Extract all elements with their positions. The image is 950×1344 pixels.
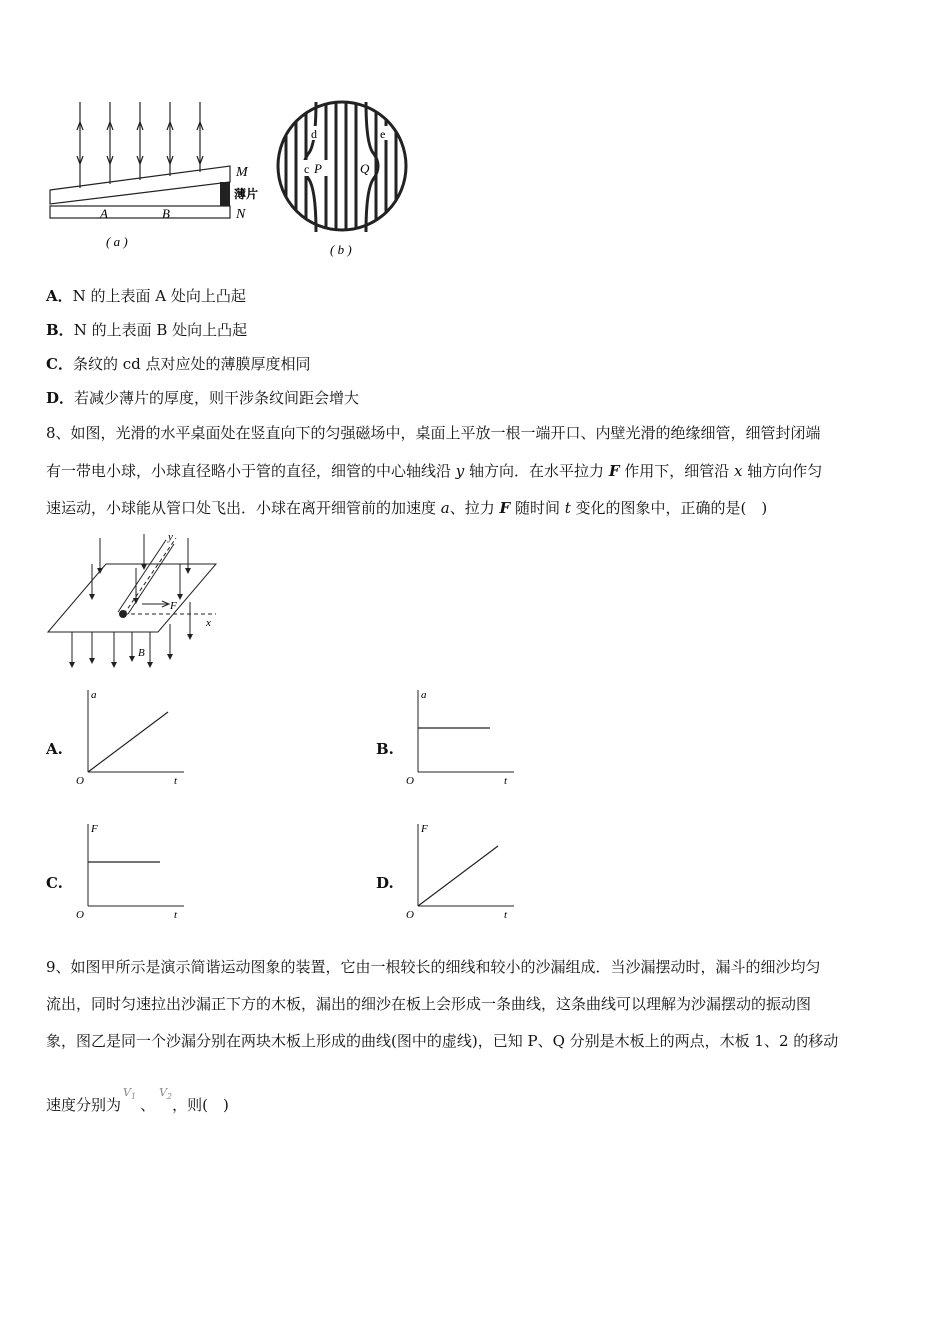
q7-option-c-prefix: C．	[46, 355, 73, 373]
x-axis-label: t	[504, 909, 508, 920]
q7-option-a-prefix: A．	[46, 287, 73, 305]
label-P: P	[314, 161, 322, 176]
q7-option-d-prefix: D．	[46, 389, 75, 407]
figure-b-fringes	[274, 96, 416, 264]
q7-option-c-text: 条纹的 cd 点对应处的薄膜厚度相同	[72, 355, 311, 373]
x-axis-label: t	[504, 775, 508, 786]
q8-option-a-label: A.	[46, 740, 63, 758]
q7-option-d	[46, 388, 359, 408]
v1-symbol: V	[123, 1086, 131, 1099]
label-Q: Q	[360, 161, 370, 176]
q8-graph-c	[72, 820, 192, 920]
label-A: A	[100, 206, 108, 221]
caption-a: ( a )	[106, 234, 128, 249]
q9-line-3: 象，图乙是同一个沙漏分别在两块木板上形成的曲线(图中的虚线)，已知 P、Q 分别是木板上的两点，木板 1、2 的移动	[46, 1032, 839, 1050]
label-N: N	[236, 207, 246, 222]
q9-line-1: 9、如图甲所示是演示简谐运动图象的装置，它由一根较长的细线和较小的沙漏组成．当沙漏摆动时，漏斗的细沙均匀	[46, 958, 821, 976]
q8-option-b-label: B.	[376, 740, 394, 758]
origin-label: O	[76, 775, 84, 786]
v2-symbol: V	[159, 1086, 168, 1099]
q8-option-c-label: C.	[46, 874, 63, 892]
q8-label-x: x	[206, 617, 211, 629]
q8-graph-b	[402, 686, 522, 786]
y-axis-label: F	[421, 823, 428, 835]
x-axis-label: t	[174, 775, 178, 786]
q7-option-b-text: N 的上表面 B 处向上凸起	[73, 321, 248, 339]
label-e: e	[380, 127, 386, 141]
origin-label: O	[76, 909, 84, 920]
q7-option-d-text: 若减少薄片的厚度，则干涉条纹间距会增大	[74, 389, 360, 407]
q8-option-d-label: D.	[376, 874, 394, 892]
q7-option-b	[46, 320, 247, 340]
q9-line-2: 流出，同时匀速拉出沙漏正下方的木板，漏出的细沙在板上会形成一条曲线，这条曲线可以理解为沙漏摆动的振动图	[46, 995, 812, 1013]
q9-line-4: 速度分别为$^{V_1}$ 、$^{V_2}$，则( )	[46, 1086, 229, 1114]
q8-line-2: 有一带电小球，小球直径略小于管的直径，细管的中心轴线沿 y 轴方向．在水平拉力 F 作用下，细管沿 x 轴方向作匀	[46, 462, 823, 480]
q7-option-a	[46, 286, 246, 306]
q7-option-a-text: N 的上表面 A 处向上凸起	[72, 287, 246, 305]
graph-line-ramp	[418, 846, 498, 906]
x-axis-label: t	[174, 909, 178, 920]
figure-a-wedge	[44, 100, 274, 260]
graph-line-ramp	[88, 712, 168, 772]
q7-option-c	[46, 354, 311, 374]
q8-line-3: 速运动，小球能从管口处飞出．小球在离开细管前的加速度 a、拉力 F 随时间 t 变化的图象中，正确的是( )	[46, 499, 768, 517]
y-axis-label: a	[91, 689, 97, 701]
label-M: M	[236, 165, 248, 180]
y-axis-label: F	[91, 823, 98, 835]
caption-b: ( b )	[330, 242, 352, 257]
q8-label-y: y	[168, 532, 173, 543]
q8-label-B: B	[138, 647, 145, 659]
q8-label-F: F	[170, 600, 177, 612]
origin-label: O	[406, 775, 414, 786]
q7-option-b-prefix: B．	[46, 321, 74, 339]
y-axis-label: a	[421, 689, 427, 701]
label-c: c	[304, 162, 310, 176]
label-d: d	[311, 127, 317, 141]
q8-figure-tube	[44, 532, 234, 672]
q8-graph-a	[72, 686, 192, 786]
label-shim: 薄片	[234, 187, 259, 201]
label-B: B	[162, 206, 170, 221]
q8-line-1: 8、如图，光滑的水平桌面处在竖直向下的匀强磁场中，桌面上平放一根一端开口、内壁光滑的绝缘细管，细管封闭端	[46, 424, 821, 442]
q8-graph-d	[402, 820, 522, 920]
origin-label: O	[406, 909, 414, 920]
